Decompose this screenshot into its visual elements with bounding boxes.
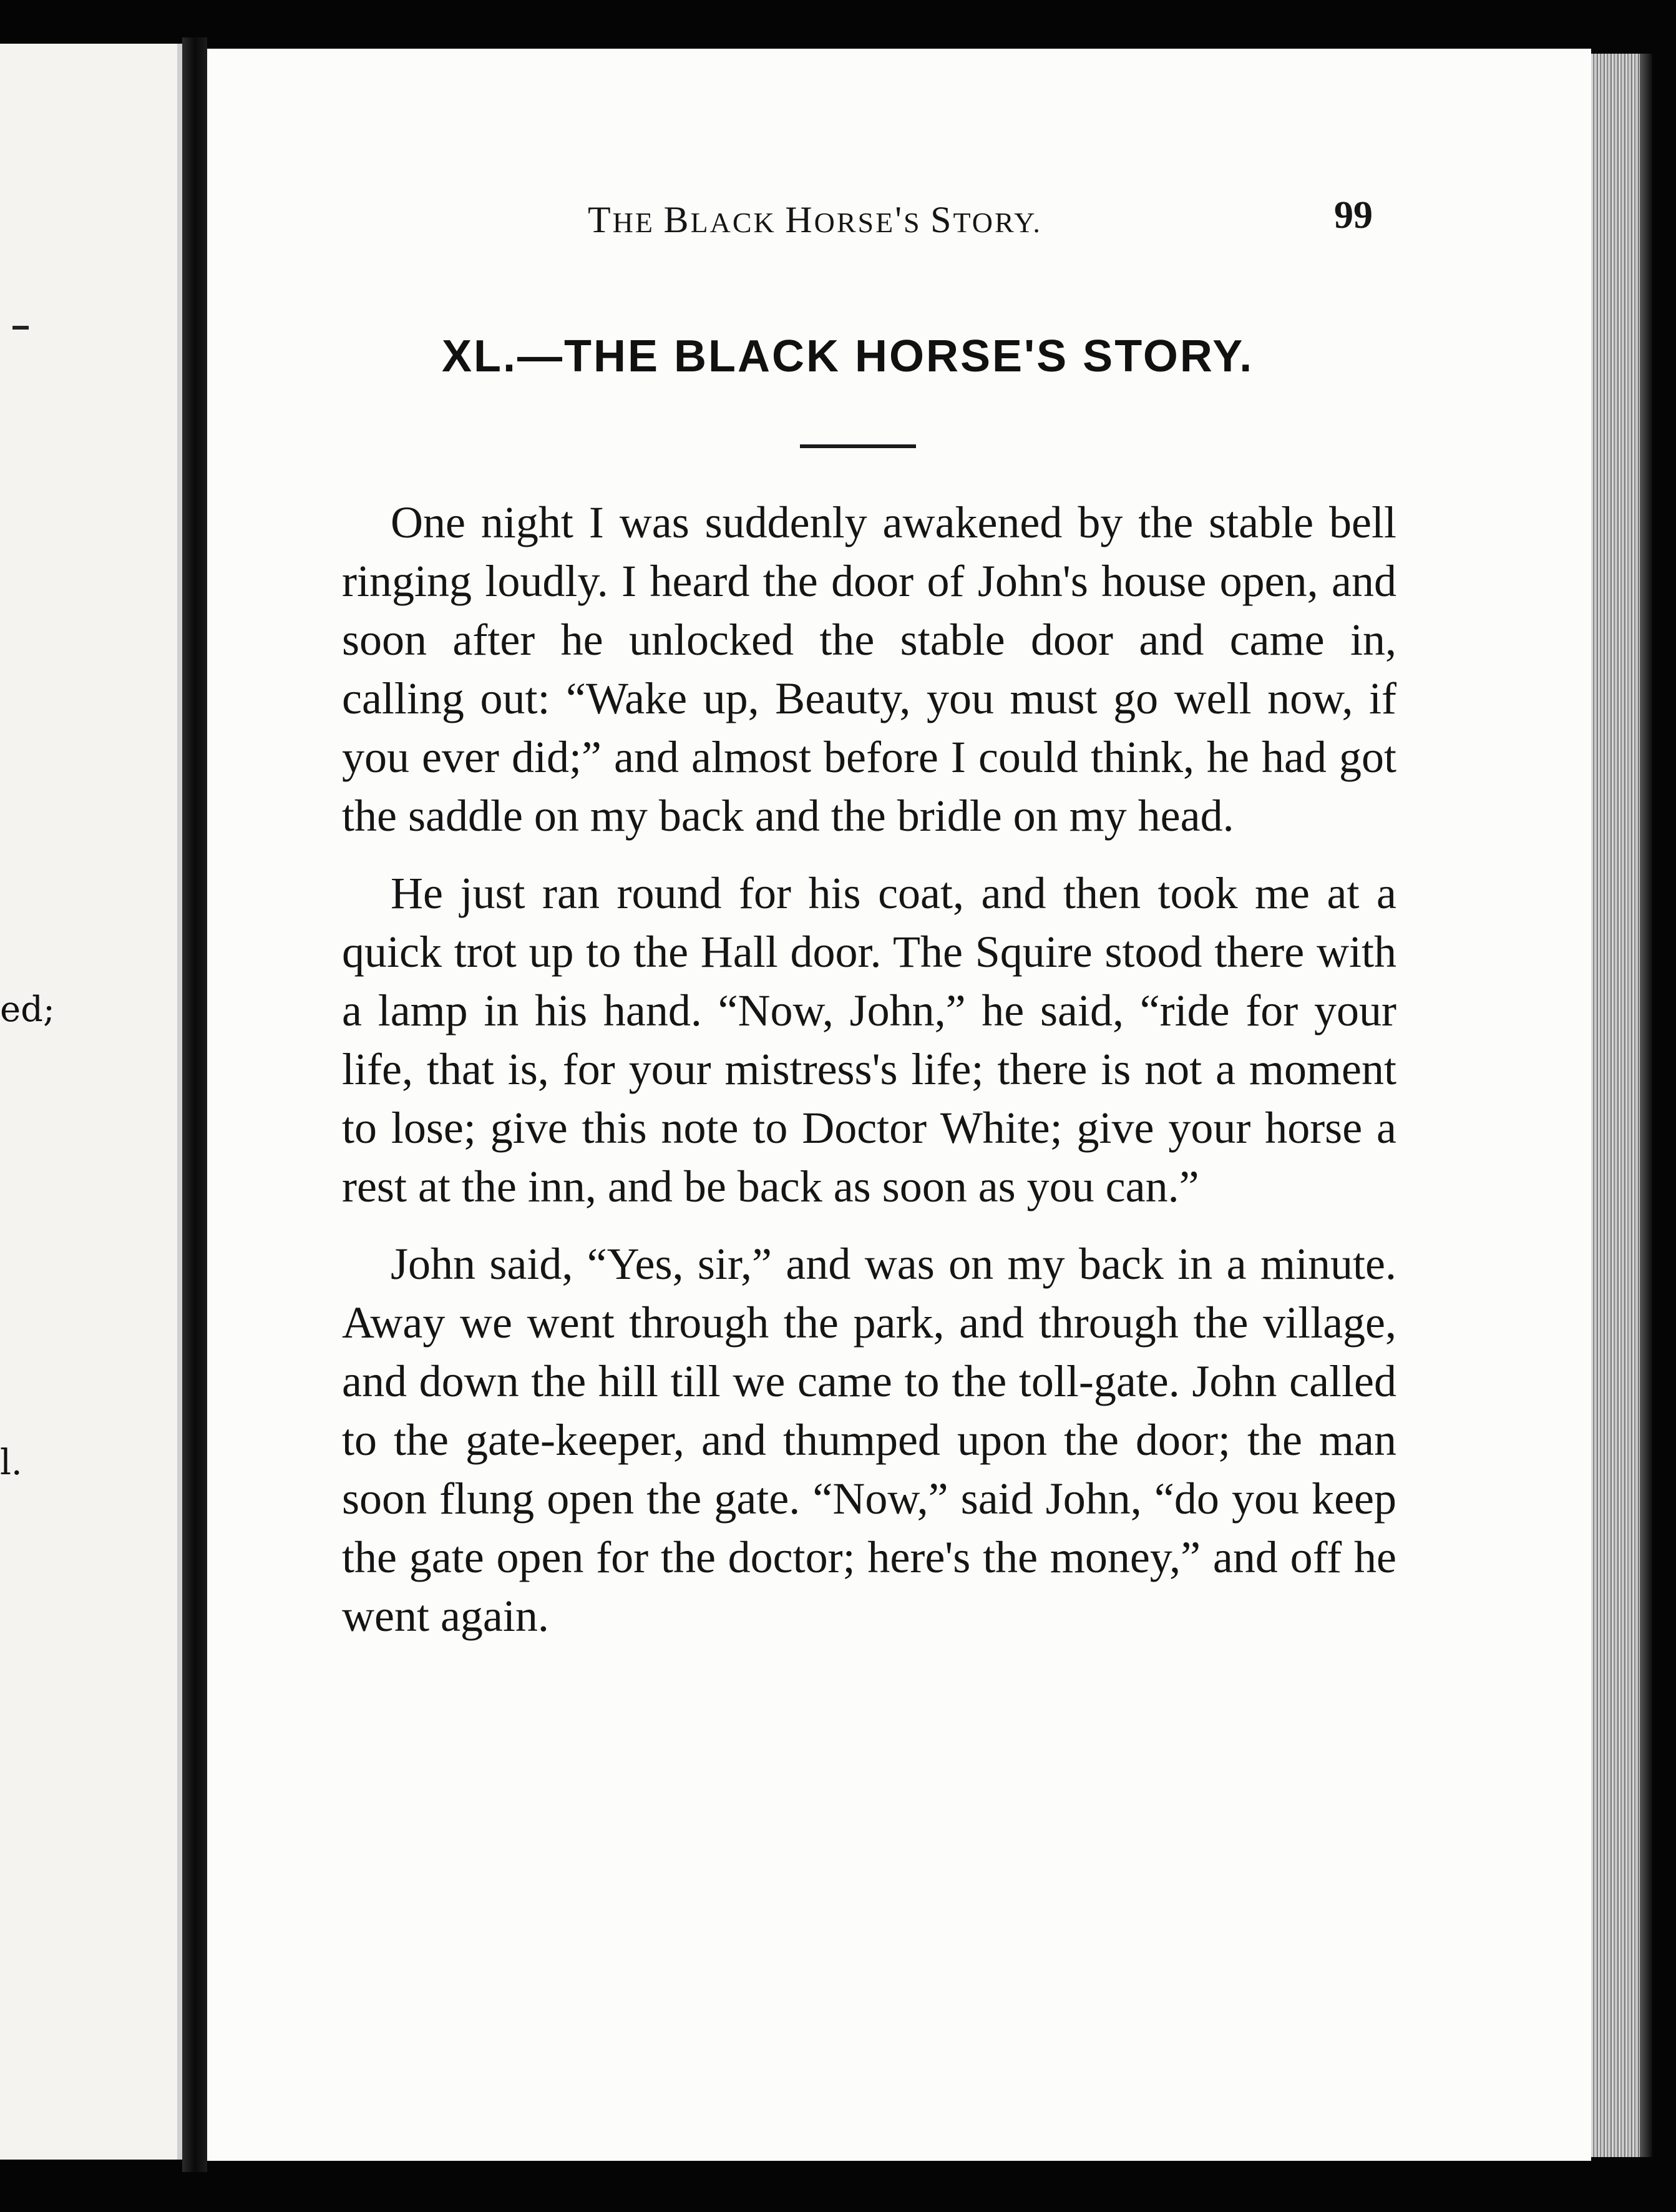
left-facing-page — [0, 44, 182, 2160]
paragraph-3: John said, “Yes, sir,” and was on my back in a minute. Away we went through the park, and through the village, and down the hill till we came to the toll-gate. John called to the gate-keeper, and thumped upon the door; the man soon flung open the gate. “Now,” said John, “do you keep the gate open for the doctor; here's the money,” and off he went again. — [342, 1239, 1396, 1641]
page-edge-shadow — [1640, 54, 1652, 2157]
paragraph-2: He just ran round for his coat, and then took me at a quick trot up to the Hall door. The Squire stood there with a lamp in his hand. “Now, John,” he said, “ride for your life, that is, for your mistress's life; there is not a moment to lose; give this note to Doctor White; give your horse a rest at the inn, and be back as soon as you can.” — [342, 868, 1396, 1211]
book-gutter — [182, 37, 207, 2172]
paragraph-1: One night I was suddenly awakened by the stable bell ringing loudly. I heard the door of John's house open, and soon after he unlocked the stable door and came in, calling out: “Wake up, Beauty, you must go well now, if you ever did;” and almost before I could think, he had got the saddle on my back and the bridle on my head. — [342, 497, 1396, 841]
page-edges — [1591, 54, 1641, 2157]
title-rule — [800, 444, 916, 448]
left-page-dash — [12, 326, 29, 330]
left-page-fragment-1: ed; — [0, 989, 55, 1030]
chapter-title: XL.—THE BLACK HORSE'S STORY. — [442, 331, 1254, 381]
running-head: THE BLACK HORSE'S STORY. — [588, 199, 1042, 240]
page-number: 99 — [1334, 194, 1373, 237]
left-page-fragment-2: l. — [0, 1442, 22, 1483]
body-text — [342, 493, 1396, 1664]
